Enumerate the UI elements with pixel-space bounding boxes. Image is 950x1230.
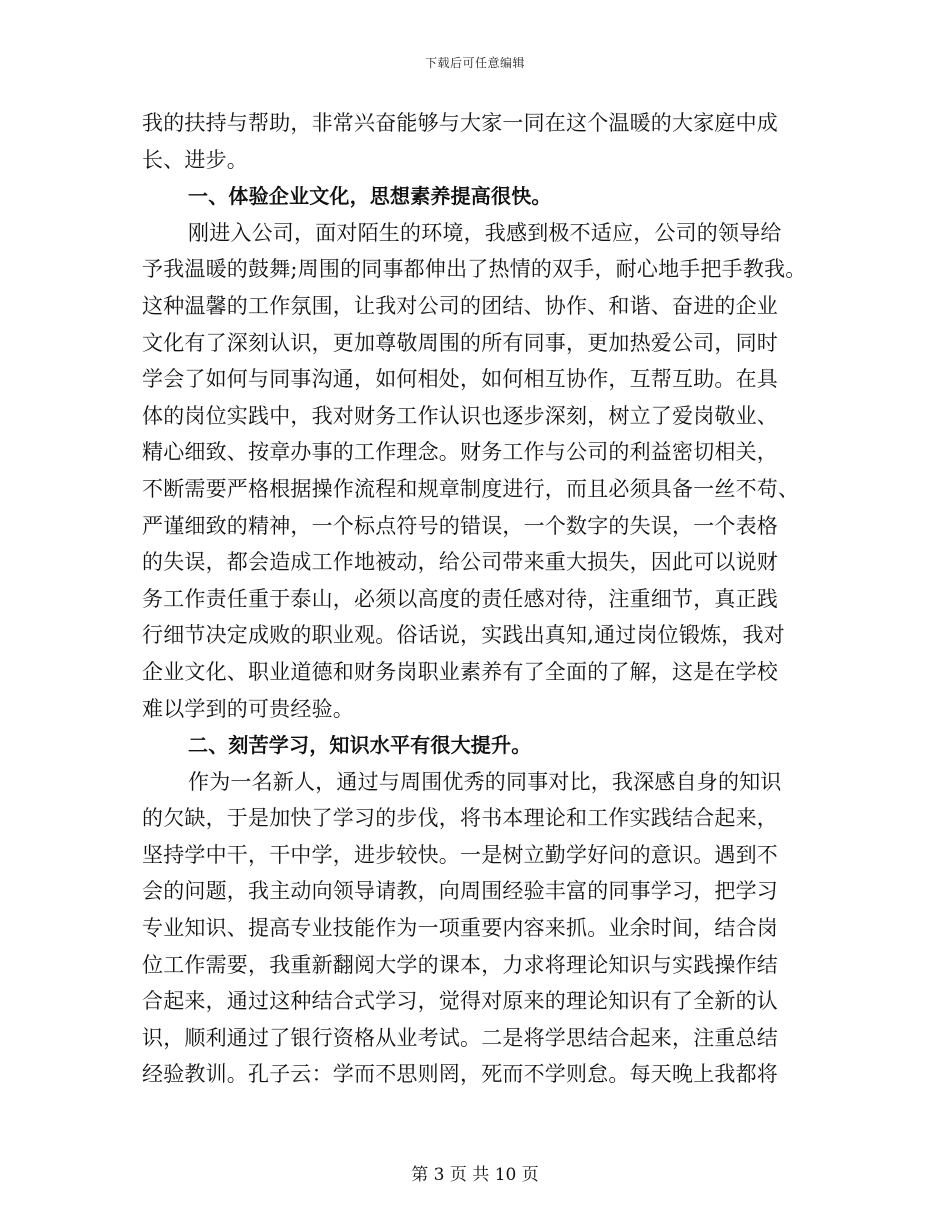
body-line: 企业文化、职业道德和财务岗职业素养有了全面的了解，这是在学校	[142, 659, 778, 684]
body-line: 长、进步。	[142, 147, 248, 172]
body-line: 的欠缺，于是加快了学习的步伐，将书本理论和工作实践结合起来，	[142, 806, 778, 831]
body-line: 会的问题，我主动向领导请教，向周围经验丰富的同事学习，把学习	[142, 879, 778, 904]
section-heading-1: 一、体验企业文化，思想素养提高很快。	[188, 184, 552, 209]
body-line: 经验教训。孔子云：学而不思则罔，死而不学则怠。每天晚上我都将	[142, 1062, 778, 1087]
paragraph-start: 刚进入公司，面对陌生的环境，我感到极不适应，公司的领导给	[188, 220, 782, 245]
body-line: 予我温暖的鼓舞;周围的同事都伸出了热情的双手，耐心地手把手教我。	[142, 257, 807, 282]
body-line: 专业知识、提高专业技能作为一项重要内容来抓。业余时间，结合岗	[142, 916, 778, 941]
body-line: 的失误，都会造成工作地被动，给公司带来重大损失，因此可以说财	[142, 550, 778, 575]
body-line: 严谨细致的精神，一个标点符号的错误，一个数字的失误，一个表格	[142, 513, 778, 538]
body-line: 合起来，通过这种结合式学习，觉得对原来的理论知识有了全新的认	[142, 989, 778, 1014]
page-number: 第 3 页 共 10 页	[411, 1165, 539, 1185]
body-line: 识，顺利通过了银行资格从业考试。二是将学思结合起来，注重总结	[142, 1025, 778, 1050]
paragraph-start: 作为一名新人，通过与周围优秀的同事对比，我深感自身的知识	[188, 769, 782, 794]
body-line: 我的扶持与帮助，非常兴奋能够与大家一同在这个温暖的大家庭中成	[142, 111, 778, 135]
body-line: 不断需要严格根据操作流程和规章制度进行，而且必须具备一丝不苟、	[142, 476, 800, 501]
body-line: 位工作需要，我重新翻阅大学的课本，力求将理论知识与实践操作结	[142, 952, 778, 977]
document-body	[142, 105, 822, 1093]
body-line: 体的岗位实践中，我对财务工作认识也逐步深刻，树立了爱岗敬业、	[142, 403, 778, 428]
body-line: 文化有了深刻认识，更加尊敬周围的所有同事，更加热爱公司，同时	[142, 330, 778, 355]
body-line: 精心细致、按章办事的工作理念。财务工作与公司的利益密切相关，	[142, 440, 778, 465]
body-line: 难以学到的可贵经验。	[142, 696, 354, 721]
body-line: 这种温馨的工作氛围，让我对公司的团结、协作、和谐、奋进的企业	[142, 293, 778, 318]
body-line: 坚持学中干，干中学，进步较快。一是树立勤学好问的意识。遇到不	[142, 842, 778, 867]
body-line: 务工作责任重于泰山，必须以高度的责任感对待，注重细节，真正践	[142, 586, 778, 611]
page-header-note: 下载后可任意编辑	[424, 56, 525, 70]
body-line: 行细节决定成败的职业观。俗话说，实践出真知,通过岗位锻炼，我对	[142, 623, 785, 648]
section-heading-2: 二、刻苦学习，知识水平有很大提升。	[188, 733, 532, 758]
body-line: 学会了如何与同事沟通，如何相处，如何相互协作，互帮互助。在具	[142, 367, 778, 392]
